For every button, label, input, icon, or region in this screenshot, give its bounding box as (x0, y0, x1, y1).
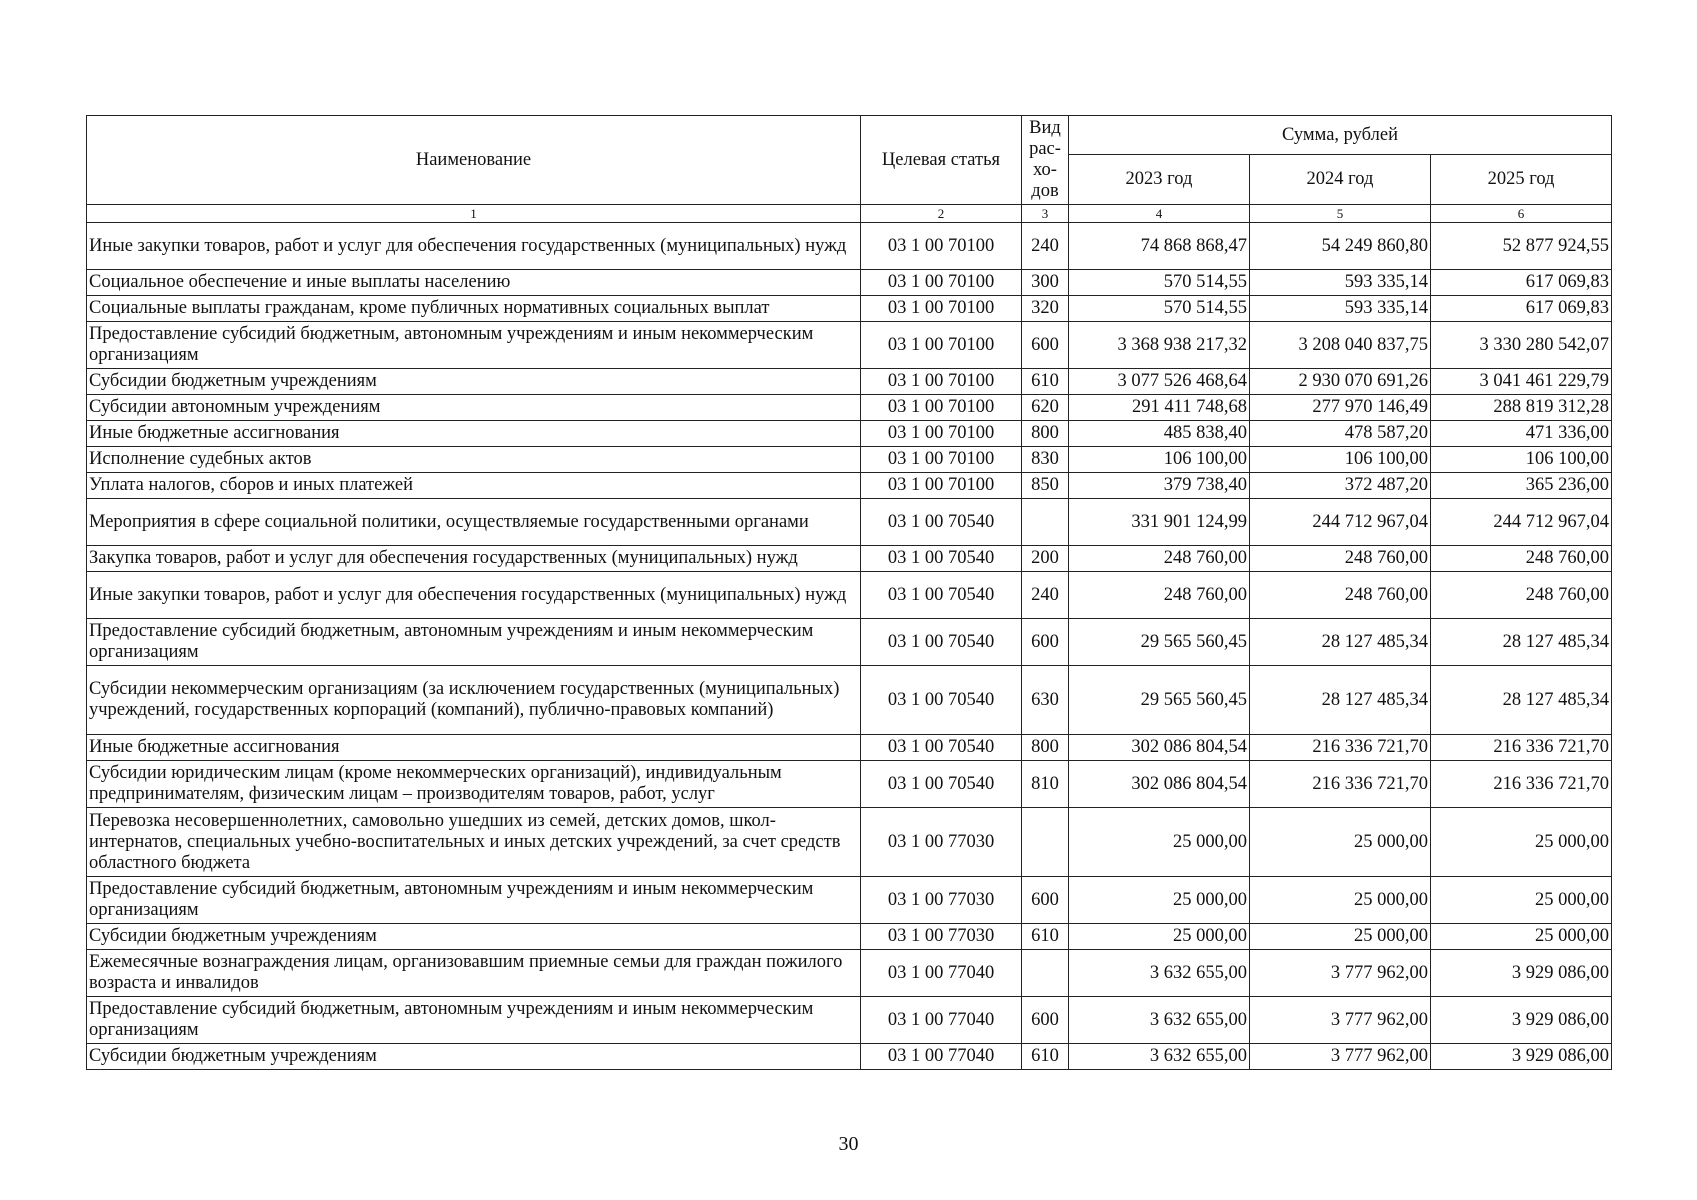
row-target-article: 03 1 00 70100 (861, 369, 1022, 395)
row-name: Иные закупки товаров, работ и услуг для обеспечения государственных (муниципальных) нужд (87, 223, 861, 270)
row-amount-2023: 302 086 804,54 (1069, 735, 1250, 761)
table-row (87, 296, 1612, 322)
row-amount-2024: 372 487,20 (1250, 473, 1431, 499)
table-row (87, 619, 1612, 666)
row-target-article: 03 1 00 77040 (861, 950, 1022, 997)
row-expense-type: 830 (1022, 447, 1069, 473)
row-amount-2023: 3 632 655,00 (1069, 1044, 1250, 1070)
row-expense-type (1022, 499, 1069, 546)
table-row (87, 997, 1612, 1044)
row-name: Предоставление субсидий бюджетным, автономным учреждениям и иным некоммерческим организациям (87, 997, 861, 1044)
row-target-article: 03 1 00 70540 (861, 546, 1022, 572)
row-name: Социальное обеспечение и иные выплаты населению (87, 270, 861, 296)
table-row (87, 473, 1612, 499)
row-amount-2023: 331 901 124,99 (1069, 499, 1250, 546)
row-name: Субсидии некоммерческим организациям (за исключением государственных (муниципальных) учреждений, государственных корпораций (компаний), публично-правовых компаний) (87, 666, 861, 735)
table-row (87, 223, 1612, 270)
row-target-article: 03 1 00 70100 (861, 447, 1022, 473)
row-amount-2025: 216 336 721,70 (1431, 761, 1612, 808)
row-name: Закупка товаров, работ и услуг для обеспечения государственных (муниципальных) нужд (87, 546, 861, 572)
row-amount-2023: 570 514,55 (1069, 296, 1250, 322)
column-number: 6 (1431, 205, 1612, 223)
row-name: Уплата налогов, сборов и иных платежей (87, 473, 861, 499)
budget-table (86, 115, 1612, 1070)
row-amount-2025: 3 041 461 229,79 (1431, 369, 1612, 395)
row-amount-2025: 25 000,00 (1431, 924, 1612, 950)
row-expense-type: 850 (1022, 473, 1069, 499)
row-name: Перевозка несовершеннолетних, самовольно ушедших из семей, детских домов, школ-интернатов, специальных учебно-воспитательных и иных детских учреждений, за счет средств областного бюджета (87, 808, 861, 877)
table-row (87, 924, 1612, 950)
row-expense-type: 800 (1022, 421, 1069, 447)
row-amount-2025: 3 929 086,00 (1431, 950, 1612, 997)
row-target-article: 03 1 00 70100 (861, 421, 1022, 447)
row-amount-2025: 3 929 086,00 (1431, 997, 1612, 1044)
row-amount-2024: 3 208 040 837,75 (1250, 322, 1431, 369)
row-amount-2024: 25 000,00 (1250, 877, 1431, 924)
table-row (87, 735, 1612, 761)
row-expense-type: 200 (1022, 546, 1069, 572)
row-expense-type: 240 (1022, 223, 1069, 270)
row-amount-2024: 216 336 721,70 (1250, 761, 1431, 808)
row-amount-2024: 25 000,00 (1250, 924, 1431, 950)
row-target-article: 03 1 00 70540 (861, 499, 1022, 546)
row-target-article: 03 1 00 70100 (861, 270, 1022, 296)
table-row (87, 322, 1612, 369)
row-target-article: 03 1 00 70100 (861, 296, 1022, 322)
row-amount-2025: 3 929 086,00 (1431, 1044, 1612, 1070)
row-name: Субсидии бюджетным учреждениям (87, 369, 861, 395)
row-amount-2025: 248 760,00 (1431, 546, 1612, 572)
row-target-article: 03 1 00 70540 (861, 666, 1022, 735)
row-expense-type: 600 (1022, 997, 1069, 1044)
row-expense-type: 600 (1022, 619, 1069, 666)
row-amount-2023: 379 738,40 (1069, 473, 1250, 499)
row-amount-2025: 288 819 312,28 (1431, 395, 1612, 421)
row-expense-type: 610 (1022, 369, 1069, 395)
row-amount-2025: 25 000,00 (1431, 877, 1612, 924)
row-expense-type: 610 (1022, 1044, 1069, 1070)
row-amount-2024: 28 127 485,34 (1250, 666, 1431, 735)
row-amount-2025: 471 336,00 (1431, 421, 1612, 447)
row-name: Иные бюджетные ассигнования (87, 421, 861, 447)
column-number: 1 (87, 205, 861, 223)
row-expense-type: 610 (1022, 924, 1069, 950)
table-row (87, 270, 1612, 296)
table-row (87, 546, 1612, 572)
row-name: Иные закупки товаров, работ и услуг для обеспечения государственных (муниципальных) нужд (87, 572, 861, 619)
row-amount-2023: 25 000,00 (1069, 877, 1250, 924)
row-name: Предоставление субсидий бюджетным, автономным учреждениям и иным некоммерческим организациям (87, 322, 861, 369)
row-name: Предоставление субсидий бюджетным, автономным учреждениям и иным некоммерческим организациям (87, 877, 861, 924)
row-amount-2023: 29 565 560,45 (1069, 619, 1250, 666)
header-expense-type (1022, 116, 1069, 205)
row-target-article: 03 1 00 70100 (861, 223, 1022, 270)
row-amount-2025: 28 127 485,34 (1431, 666, 1612, 735)
table-row (87, 666, 1612, 735)
row-amount-2025: 244 712 967,04 (1431, 499, 1612, 546)
row-name: Иные бюджетные ассигнования (87, 735, 861, 761)
table-header (87, 116, 1612, 223)
row-name: Субсидии бюджетным учреждениям (87, 924, 861, 950)
table-row (87, 369, 1612, 395)
row-amount-2025: 52 877 924,55 (1431, 223, 1612, 270)
row-expense-type: 600 (1022, 322, 1069, 369)
row-amount-2025: 216 336 721,70 (1431, 735, 1612, 761)
page-number: 30 (838, 1133, 859, 1155)
header-sum-caption: Сумма, рублей (1069, 116, 1612, 155)
header-year-2023: 2023 год (1069, 155, 1250, 205)
row-target-article: 03 1 00 77030 (861, 808, 1022, 877)
row-name: Субсидии автономным учреждениям (87, 395, 861, 421)
row-amount-2024: 277 970 146,49 (1250, 395, 1431, 421)
column-number-row (87, 205, 1612, 223)
row-expense-type: 800 (1022, 735, 1069, 761)
row-expense-type: 600 (1022, 877, 1069, 924)
row-amount-2024: 593 335,14 (1250, 270, 1431, 296)
table-row (87, 950, 1612, 997)
row-amount-2025: 28 127 485,34 (1431, 619, 1612, 666)
row-expense-type (1022, 808, 1069, 877)
table-row (87, 499, 1612, 546)
row-target-article: 03 1 00 77030 (861, 877, 1022, 924)
column-number: 3 (1022, 205, 1069, 223)
row-name: Субсидии бюджетным учреждениям (87, 1044, 861, 1070)
row-amount-2024: 3 777 962,00 (1250, 1044, 1431, 1070)
row-target-article: 03 1 00 70540 (861, 572, 1022, 619)
column-number: 2 (861, 205, 1022, 223)
table-row (87, 421, 1612, 447)
row-target-article: 03 1 00 70100 (861, 322, 1022, 369)
table-row (87, 1044, 1612, 1070)
table-row (87, 572, 1612, 619)
row-amount-2024: 106 100,00 (1250, 447, 1431, 473)
row-target-article: 03 1 00 77030 (861, 924, 1022, 950)
header-name: Наименование (87, 116, 861, 205)
row-amount-2024: 248 760,00 (1250, 546, 1431, 572)
row-name: Исполнение судебных актов (87, 447, 861, 473)
row-amount-2023: 3 077 526 468,64 (1069, 369, 1250, 395)
header-target-article: Целевая статья (861, 116, 1022, 205)
table-row (87, 808, 1612, 877)
row-amount-2025: 3 330 280 542,07 (1431, 322, 1612, 369)
row-amount-2023: 248 760,00 (1069, 546, 1250, 572)
row-target-article: 03 1 00 77040 (861, 997, 1022, 1044)
table-row (87, 877, 1612, 924)
row-expense-type: 240 (1022, 572, 1069, 619)
row-target-article: 03 1 00 77040 (861, 1044, 1022, 1070)
row-expense-type: 620 (1022, 395, 1069, 421)
header-expense-type-text: Вид рас- хо- дов (1029, 118, 1061, 201)
table-body (87, 223, 1612, 1070)
row-amount-2023: 302 086 804,54 (1069, 761, 1250, 808)
row-amount-2024: 25 000,00 (1250, 808, 1431, 877)
row-amount-2024: 216 336 721,70 (1250, 735, 1431, 761)
row-amount-2023: 291 411 748,68 (1069, 395, 1250, 421)
row-amount-2023: 3 632 655,00 (1069, 997, 1250, 1044)
row-amount-2024: 244 712 967,04 (1250, 499, 1431, 546)
row-target-article: 03 1 00 70100 (861, 395, 1022, 421)
row-amount-2023: 74 868 868,47 (1069, 223, 1250, 270)
column-number: 4 (1069, 205, 1250, 223)
row-name: Социальные выплаты гражданам, кроме публичных нормативных социальных выплат (87, 296, 861, 322)
row-amount-2025: 248 760,00 (1431, 572, 1612, 619)
header-year-2024: 2024 год (1250, 155, 1431, 205)
row-amount-2025: 25 000,00 (1431, 808, 1612, 877)
row-name: Субсидии юридическим лицам (кроме некоммерческих организаций), индивидуальным предпринимателям, физическим лицам – производителям товаров, работ, услуг (87, 761, 861, 808)
row-amount-2023: 485 838,40 (1069, 421, 1250, 447)
row-expense-type (1022, 950, 1069, 997)
row-amount-2025: 106 100,00 (1431, 447, 1612, 473)
row-amount-2025: 617 069,83 (1431, 296, 1612, 322)
row-target-article: 03 1 00 70100 (861, 473, 1022, 499)
table-row (87, 395, 1612, 421)
row-amount-2023: 3 632 655,00 (1069, 950, 1250, 997)
table-row (87, 761, 1612, 808)
row-amount-2023: 25 000,00 (1069, 808, 1250, 877)
row-amount-2023: 248 760,00 (1069, 572, 1250, 619)
row-expense-type: 630 (1022, 666, 1069, 735)
row-amount-2024: 3 777 962,00 (1250, 997, 1431, 1044)
row-amount-2023: 570 514,55 (1069, 270, 1250, 296)
row-expense-type: 320 (1022, 296, 1069, 322)
row-amount-2025: 617 069,83 (1431, 270, 1612, 296)
row-amount-2024: 478 587,20 (1250, 421, 1431, 447)
row-amount-2024: 28 127 485,34 (1250, 619, 1431, 666)
row-amount-2024: 2 930 070 691,26 (1250, 369, 1431, 395)
row-amount-2024: 54 249 860,80 (1250, 223, 1431, 270)
row-name: Ежемесячные вознаграждения лицам, организовавшим приемные семьи для граждан пожилого возраста и инвалидов (87, 950, 861, 997)
row-expense-type: 300 (1022, 270, 1069, 296)
column-number: 5 (1250, 205, 1431, 223)
row-amount-2024: 3 777 962,00 (1250, 950, 1431, 997)
row-amount-2023: 29 565 560,45 (1069, 666, 1250, 735)
row-amount-2023: 3 368 938 217,32 (1069, 322, 1250, 369)
row-target-article: 03 1 00 70540 (861, 735, 1022, 761)
row-amount-2024: 593 335,14 (1250, 296, 1431, 322)
row-amount-2023: 25 000,00 (1069, 924, 1250, 950)
row-amount-2025: 365 236,00 (1431, 473, 1612, 499)
row-amount-2024: 248 760,00 (1250, 572, 1431, 619)
header-year-2025: 2025 год (1431, 155, 1612, 205)
row-target-article: 03 1 00 70540 (861, 761, 1022, 808)
row-name: Мероприятия в сфере социальной политики, осуществляемые государственными органами (87, 499, 861, 546)
row-amount-2023: 106 100,00 (1069, 447, 1250, 473)
row-name: Предоставление субсидий бюджетным, автономным учреждениям и иным некоммерческим организациям (87, 619, 861, 666)
row-target-article: 03 1 00 70540 (861, 619, 1022, 666)
row-expense-type: 810 (1022, 761, 1069, 808)
table-row (87, 447, 1612, 473)
